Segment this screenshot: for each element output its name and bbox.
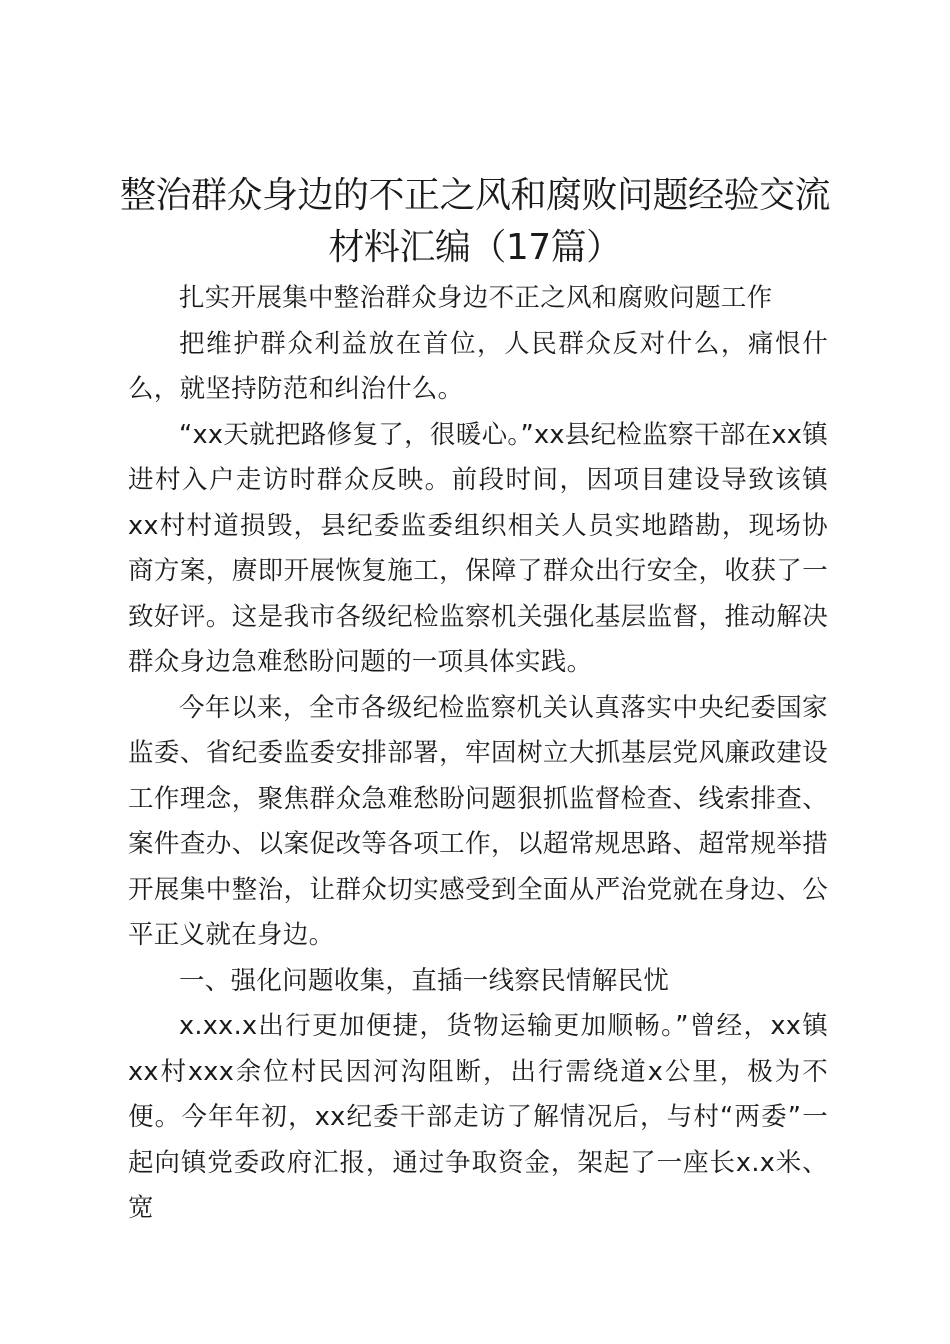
paragraph-overview: 今年以来，全市各级纪检监察机关认真落实中央纪委国家监委、省纪委监委安排部署，牢固树立大抓基层党风廉政建设工作理念，聚焦群众急难愁盼问题狠抓监督检查、线索排查、案件查办、以案促改等各项工作，以超常规思路、超常规举措开展集中整治，让群众切实感受到全面从严治党就在身边、公平正义就在身边。 (128, 692, 828, 950)
section-heading-1: 一、强化问题收集，直插一线察民情解民忧 (179, 965, 670, 996)
paragraph-subtitle: 扎实开展集中整治群众身边不正之风和腐败问题工作 (179, 283, 773, 313)
paragraph-lead: 把维护群众利益放在首位，人民群众反对什么，痛恨什么，就坚持防范和纠治什么。 (128, 328, 828, 404)
document-body (128, 276, 828, 1232)
document-title-line-2: 材料汇编（17篇） (328, 227, 622, 268)
document-title (100, 170, 850, 274)
document-title-line-1: 整治群众身边的不正之风和腐败问题经验交流 (119, 175, 830, 216)
paragraph-example: x.xx.x出行更加便捷，货物运输更加顺畅。”曾经，xx镇xx村xxx余位村民因河沟阻断，出行需绕道x公里，极为不便。今年年初，xx纪委干部走访了解情况后，与村“两委”一起向镇党委政府汇报，通过争取资金，架起了一座长x.x米、宽 (128, 1011, 828, 1223)
paragraph-quote: “xx天就把路修复了，很暖心。”xx县纪检监察干部在xx镇进村入户走访时群众反映。前段时间，因项目建设导致该镇xx村村道损毁，县纪委监委组织相关人员实地踏勘，现场协商方案，赓即开展恢复施工，保障了群众出行安全，收获了一致好评。这是我市各级纪检监察机关强化基层监督，推动解决群众身边急难愁盼问题的一项具体实践。 (128, 419, 828, 677)
